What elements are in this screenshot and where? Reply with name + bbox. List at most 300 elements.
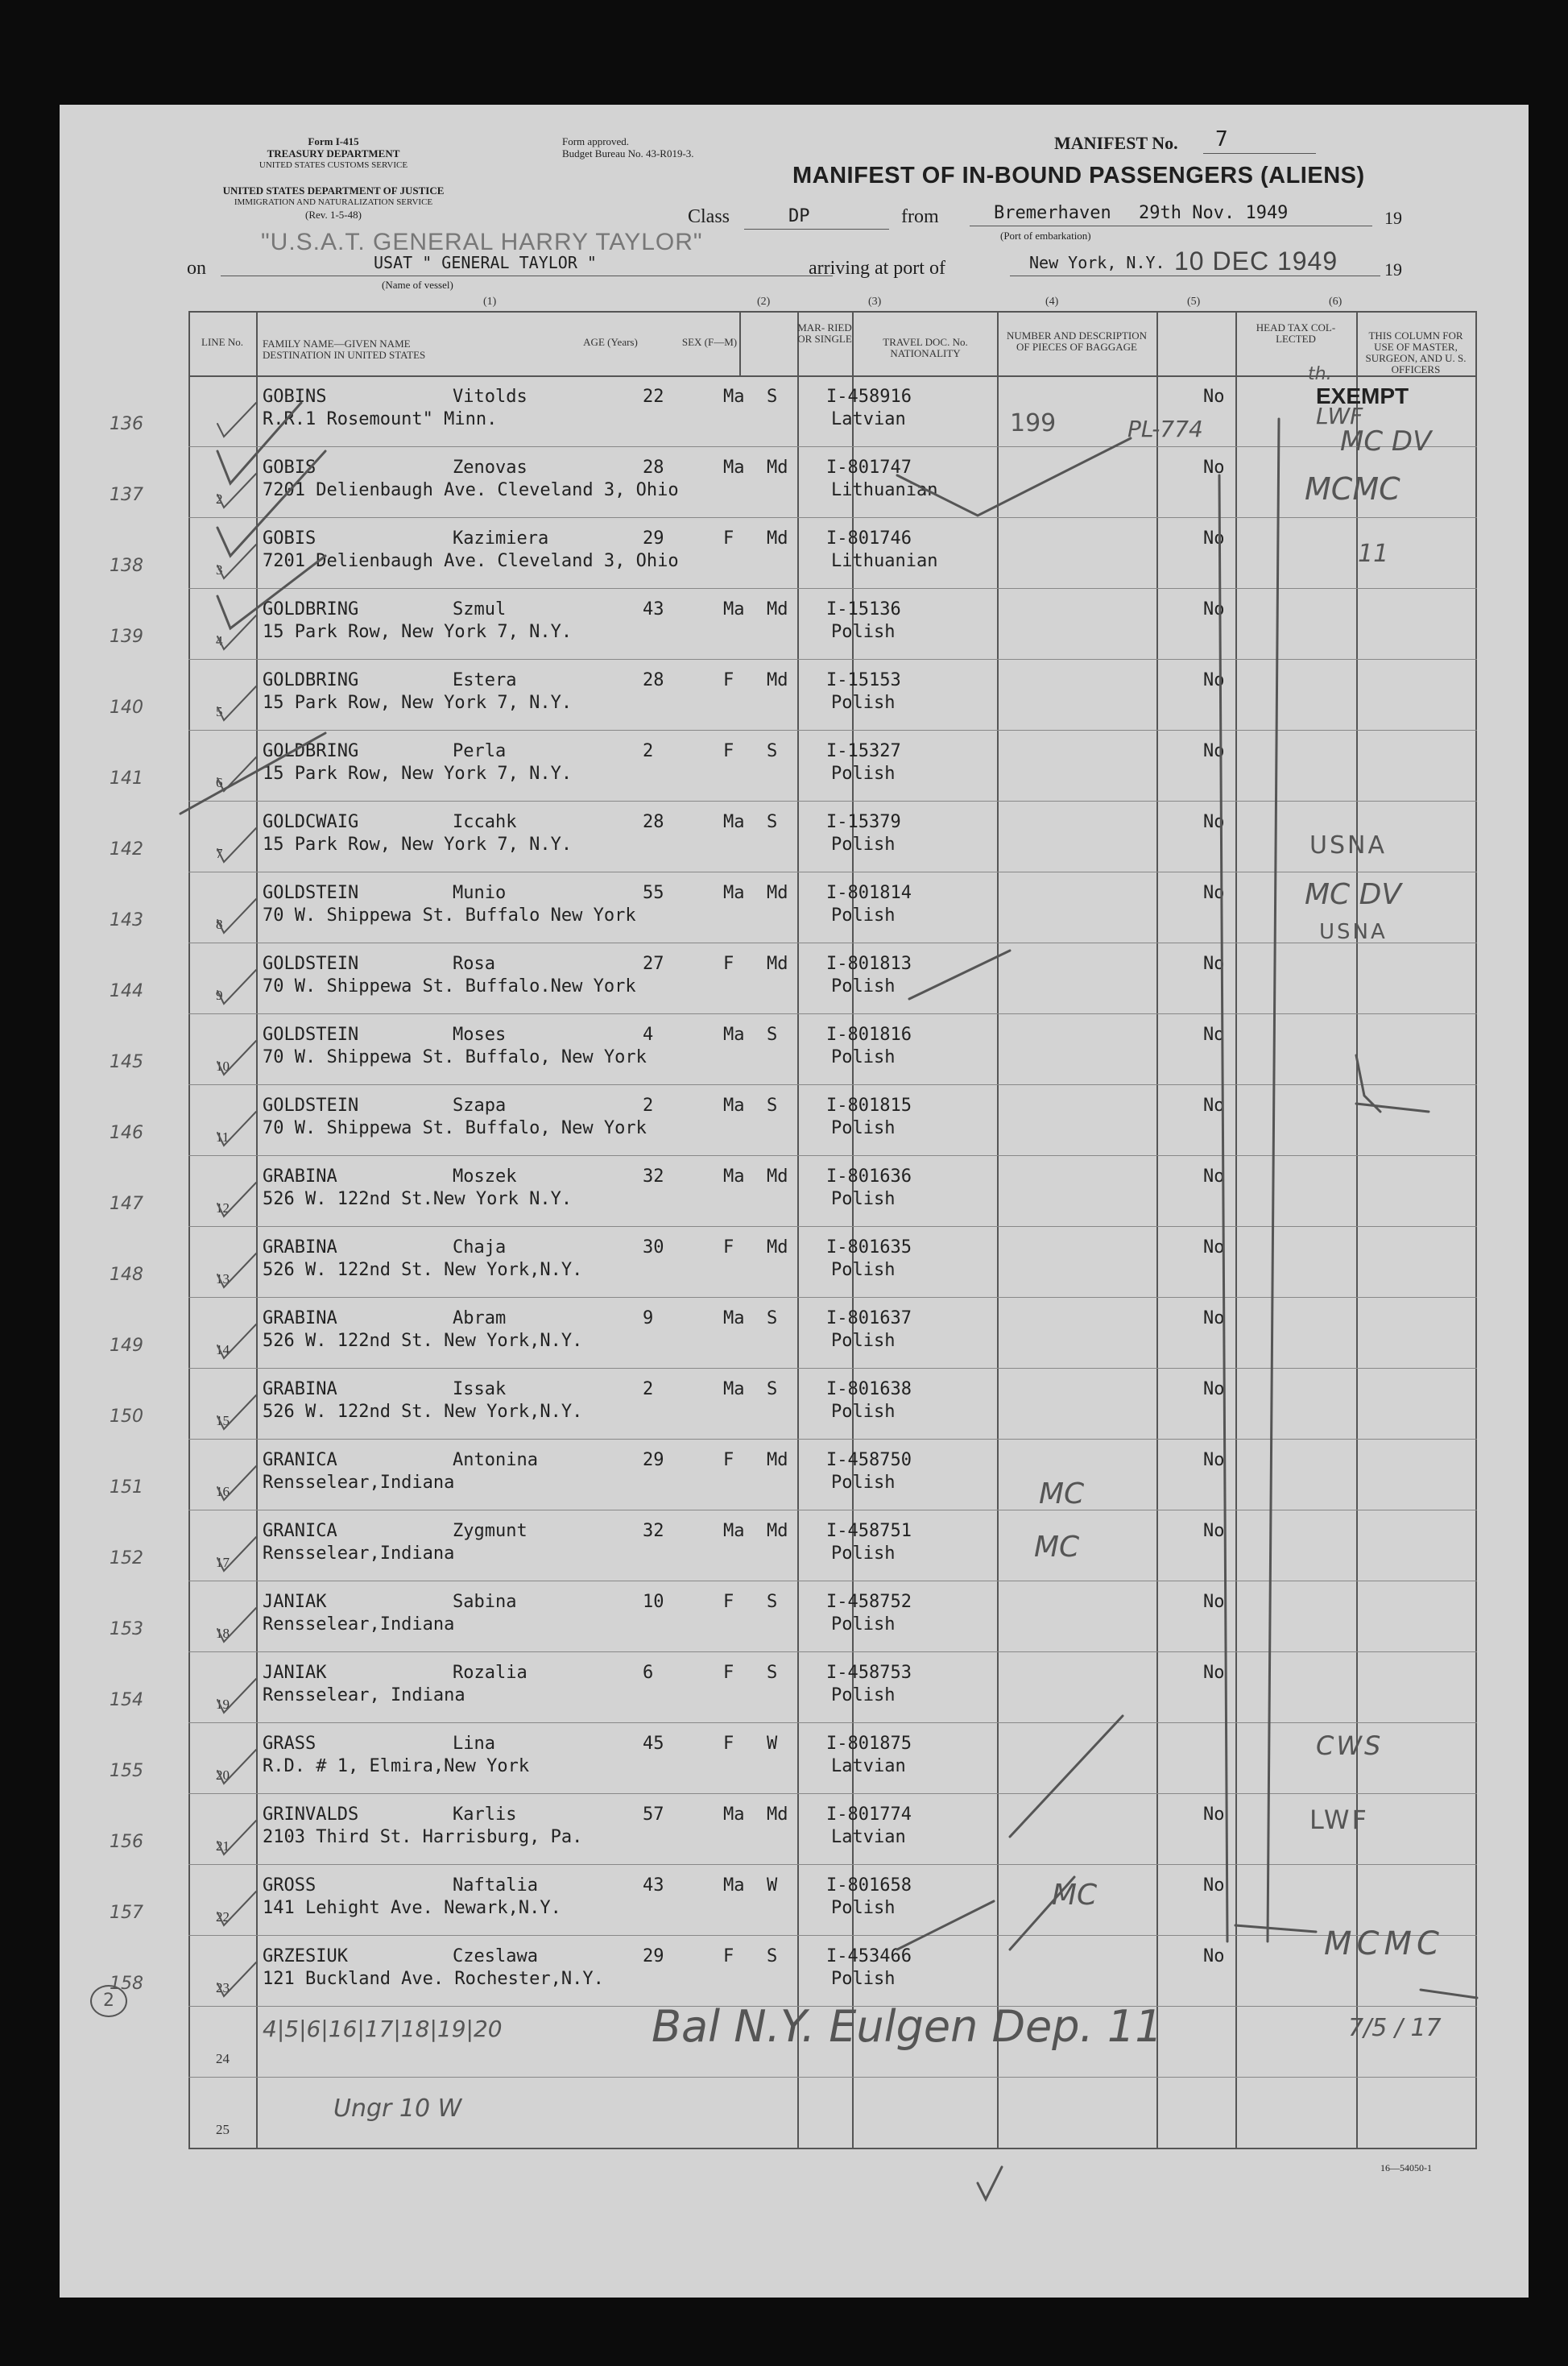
margin-number: 145 [110,1052,143,1072]
age: 32 [643,1521,664,1541]
header-baggage: NUMBER AND DESCRIPTION OF PIECES OF BAGGAGE [1006,329,1148,353]
manifest-no-value: 7 [1215,127,1228,151]
marital-status: S [767,1592,778,1612]
marital-status: Md [767,528,788,549]
family-name: GOLDSTEIN [263,883,359,903]
destination: 70 W. Shippewa St. Buffalo, New York [263,1047,647,1067]
check-mark [1010,1716,1123,1837]
baggage-stroke [897,438,1131,516]
given-name: Szapa [453,1096,507,1116]
family-name: GOBINS [263,387,327,407]
destination: 15 Park Row, New York 7, N.Y. [263,835,573,855]
travel-doc-number: I-15327 [826,741,901,761]
officer-note: LWF [1316,403,1363,429]
travel-doc-number: I-458753 [826,1663,912,1683]
line-number: 8 [216,917,223,932]
travel-doc-number: I-458751 [826,1521,912,1541]
marital-status: S [767,387,778,407]
header-officers: THIS COLUMN FOR USE OF MASTER, SURGEON, AND U. S. OFFICERS [1365,329,1467,375]
nationality: Polish [831,976,896,997]
head-tax: No [1203,1025,1225,1045]
travel-doc-number: I-801658 [826,1875,912,1896]
age: 2 [643,1096,654,1116]
destination: Rensselear, Indiana [263,1685,465,1705]
line-number: 3 [216,562,223,578]
nationality: Polish [831,1047,896,1067]
line-number: 10 [216,1059,230,1074]
header-sex: SEX (F—M) [681,336,738,348]
marital-status: Md [767,1166,788,1187]
head-tax: No [1203,1875,1225,1896]
head-tax: No [1203,458,1225,478]
head-tax: No [1203,1450,1225,1470]
form-code: 16—54050-1 [1380,2162,1432,2173]
age: 32 [643,1166,664,1187]
margin-number: 150 [110,1407,143,1427]
line-number: 5 [216,704,223,719]
family-name: GOLDSTEIN [263,954,359,974]
destination: 2103 Third St. Harrisburg, Pa. [263,1827,583,1847]
travel-doc-number: I-801813 [826,954,912,974]
travel-doc-number: I-801814 [826,883,912,903]
nationality: Latvian [831,1827,906,1847]
destination: 70 W. Shippewa St. Buffalo, New York [263,1118,647,1138]
travel-doc-number: I-801875 [826,1734,912,1754]
given-name: Munio [453,883,507,903]
destination: 15 Park Row, New York 7, N.Y. [263,764,573,784]
sex: Ma [723,458,745,478]
baggage-note: MC [1034,1531,1080,1564]
sex: F [723,1734,734,1754]
vessel-typed: USAT " GENERAL TAYLOR " [374,253,597,272]
sex: Ma [723,812,745,832]
officer-note: MCMC [1305,471,1400,507]
travel-doc-number: I-15136 [826,599,901,619]
head-tax: No [1203,599,1225,619]
given-name: Naftalia [453,1875,538,1896]
row-check-mark [217,1324,256,1358]
family-name: GRABINA [263,1308,337,1328]
justice-department: UNITED STATES DEPARTMENT OF JUSTICE [222,184,445,197]
line-number: 14 [216,1342,230,1357]
line-number: 4 [216,633,223,648]
head-tax: No [1203,1308,1225,1328]
col-number: (5) [1187,296,1201,308]
bottom-signature: Ungr 10 W [333,2095,462,2123]
nationality: Polish [831,1473,896,1493]
tax-column-stroke [1219,475,1227,1941]
family-name: GOLDSTEIN [263,1096,359,1116]
age: 29 [643,1450,664,1470]
marital-status: S [767,1025,778,1045]
given-name: Moses [453,1025,507,1045]
given-name: Karlis [453,1805,517,1825]
sex: Ma [723,1308,745,1328]
destination: 15 Park Row, New York 7, N.Y. [263,693,573,713]
line-number: 6 [216,775,223,790]
head-tax: No [1203,1592,1225,1612]
col-number: (2) [757,296,771,308]
sex: Ma [723,1875,745,1896]
form-id: Form I-415 [308,135,359,147]
destination: 526 W. 122nd St.New York N.Y. [263,1189,573,1209]
family-name: GRABINA [263,1237,337,1258]
age: 28 [643,458,664,478]
travel-doc-number: I-15153 [826,670,901,690]
nationality: Polish [831,1898,896,1918]
age: 22 [643,387,664,407]
destination: 526 W. 122nd St. New York,N.Y. [263,1331,583,1351]
header-travel-doc: TRAVEL DOC. No. NATIONALITY [883,336,968,359]
margin-number: 148 [110,1265,143,1285]
travel-doc-number: I-458916 [826,387,912,407]
line-number: 20 [216,1767,230,1783]
nationality: Lithuanian [831,551,938,571]
age: 2 [643,1379,654,1399]
head-tax: No [1203,1166,1225,1187]
nationality: Polish [831,622,896,642]
marital-status: Md [767,1521,788,1541]
nationality: Latvian [831,1756,906,1776]
age: 29 [643,528,664,549]
header-name: FAMILY NAME—GIVEN NAME DESTINATION IN UNITED STATES [263,338,426,361]
header-married: MAR- RIED OR SINGLE [797,321,852,345]
sex: F [723,1592,734,1612]
row-check-mark [217,1608,256,1642]
head-tax: No [1203,387,1225,407]
row-check-mark [217,970,256,1004]
line-number: 19 [216,1697,230,1712]
baggage-note: MC [1052,1879,1098,1912]
row-check-mark [217,1821,256,1854]
family-name: GOBIS [263,458,316,478]
margin-number: 143 [110,910,143,930]
margin-number: 138 [110,556,143,576]
officer-note: MC DV [1305,878,1401,911]
budget-bureau: Budget Bureau No. 43-R019-3. [562,147,694,160]
family-name: GOLDSTEIN [263,1025,359,1045]
marital-status: S [767,1946,778,1966]
arrival-port: New York, N.Y. [1029,253,1165,272]
manifest-title: MANIFEST OF IN-BOUND PASSENGERS (ALIENS) [792,163,1365,189]
officer-note: USNA [1319,920,1388,944]
ins-service: IMMIGRATION AND NATURALIZATION SERVICE [234,197,433,207]
form-revision: (Rev. 1-5-48) [305,209,362,221]
nationality: Lithuanian [831,480,938,500]
destination: 526 W. 122nd St. New York,N.Y. [263,1402,583,1422]
head-tax: No [1203,1805,1225,1825]
family-name: GRABINA [263,1166,337,1187]
arrival-year-suffix: 19 [1384,259,1402,280]
travel-doc-number: I-801637 [826,1308,912,1328]
nationality: Latvian [831,409,906,429]
officer-stroke [1421,1990,1477,1998]
line-number: 12 [216,1200,230,1216]
head-tax: No [1203,954,1225,974]
age: 43 [643,1875,664,1896]
nationality: Polish [831,835,896,855]
on-label: on [187,258,206,279]
head-tax: No [1203,812,1225,832]
sex: Ma [723,1025,745,1045]
officer-note: th. [1308,364,1332,384]
check-mark [180,733,325,814]
sex: Ma [723,387,745,407]
row-check-mark [217,474,256,508]
officer-note: LWF [1309,1805,1369,1835]
margin-number: 140 [110,698,143,718]
given-name: Issak [453,1379,507,1399]
age: 43 [643,599,664,619]
tax-stroke [1235,1925,1316,1932]
row-check-mark [217,615,256,649]
nationality: Polish [831,1260,896,1280]
age: 57 [643,1805,664,1825]
marital-status: Md [767,1237,788,1258]
nationality: Polish [831,693,896,713]
line-number: 15 [216,1413,230,1428]
nationality: Polish [831,1331,896,1351]
baggage-note: 199 [1010,409,1057,437]
given-name: Moszek [453,1166,517,1187]
given-name: Antonina [453,1450,538,1470]
head-tax: No [1203,1946,1225,1966]
marital-status: S [767,741,778,761]
nationality: Polish [831,1543,896,1564]
margin-number: 136 [110,414,143,434]
given-name: Vitolds [453,387,527,407]
marital-status: Md [767,670,788,690]
travel-doc-number: I-801747 [826,458,912,478]
sex: F [723,1450,734,1470]
row-check-mark [217,1962,256,1996]
margin-number: 139 [110,627,143,647]
nationality: Polish [831,1685,896,1705]
head-tax: No [1203,1379,1225,1399]
row-check-mark [217,1466,256,1500]
age: 45 [643,1734,664,1754]
class-value: DP [788,206,810,226]
arrival-date-stamp: 10 DEC 1949 [1174,247,1338,276]
margin-number: 158 [110,1974,143,1994]
line-number: 7 [216,846,223,861]
given-name: Lina [453,1734,495,1754]
marital-status: S [767,1308,778,1328]
destination: 7201 Delienbaugh Ave. Cleveland 3, Ohio [263,480,679,500]
family-name: GOLDBRING [263,741,359,761]
marital-status: Md [767,1450,788,1470]
officer-note: MCMC [1324,1925,1444,1962]
given-name: Sabina [453,1592,517,1612]
age: 29 [643,1946,664,1966]
nationality: Polish [831,1189,896,1209]
destination: 70 W. Shippewa St. Buffalo New York [263,905,636,926]
officer-note: USNA [1309,831,1387,860]
given-name: Zygmunt [453,1521,527,1541]
margin-number: 146 [110,1123,143,1143]
departure-date: 29th Nov. 1949 [1139,203,1289,223]
marital-status: S [767,1663,778,1683]
destination: Rensselear,Indiana [263,1543,455,1564]
destination: R.R.1 Rosemount" Minn. [263,409,498,429]
row-check-mark [217,1253,256,1287]
arriving-label: arriving at port of [809,258,945,279]
officer-note: 11 [1358,540,1389,568]
given-name: Czeslawa [453,1946,538,1966]
age: 9 [643,1308,654,1328]
family-name: GRINVALDS [263,1805,359,1825]
head-tax: No [1203,528,1225,549]
line-number: 13 [216,1271,230,1287]
sex: Ma [723,1805,745,1825]
family-name: GRANICA [263,1450,337,1470]
customs-service: UNITED STATES CUSTOMS SERVICE [259,160,408,170]
exempt-stamp: EXEMPT [1316,383,1409,408]
head-tax: No [1203,670,1225,690]
footer-scrawl: Bal N.Y. Eulgen Dep. 11 [652,2001,1163,2052]
travel-doc-number: I-801746 [826,528,912,549]
manifest-sheet [60,105,1529,2298]
family-name: GRASS [263,1734,316,1754]
check-mark [909,951,1010,999]
age: 55 [643,883,664,903]
age: 10 [643,1592,664,1612]
row-check-mark [217,899,256,933]
given-name: Chaja [453,1237,507,1258]
marital-status: W [767,1734,778,1754]
age: 6 [643,1663,654,1683]
col-number: (4) [1045,296,1059,308]
given-name: Rozalia [453,1663,527,1683]
check-mark [897,1901,994,1950]
travel-doc-number: I-458750 [826,1450,912,1470]
marital-status: Md [767,458,788,478]
class-label: Class [688,206,730,227]
marital-status: Md [767,599,788,619]
family-name: GOLDCWAIG [263,812,359,832]
marital-status: Md [767,1805,788,1825]
given-name: Szmul [453,599,507,619]
given-name: Rosa [453,954,495,974]
family-name: GRABINA [263,1379,337,1399]
line-number: 18 [216,1626,230,1641]
head-tax: No [1203,1663,1225,1683]
officer-bracket [1356,1104,1429,1112]
line-number: 22 [216,1909,230,1925]
check-mark [217,403,301,483]
margin-number: 151 [110,1477,143,1498]
margin-number: 147 [110,1194,143,1214]
circled-page-number: 2 [90,1985,127,2017]
baggage-note: MC [1039,1477,1085,1510]
margin-number: 141 [110,769,143,789]
from-value: Bremerhaven [994,203,1111,223]
age: 27 [643,954,664,974]
header-line-no: LINE No. [201,336,243,348]
manifest-no-label: MANIFEST No. [1054,133,1178,153]
margin-number: 155 [110,1761,143,1781]
sex: F [723,954,734,974]
head-tax: No [1203,1521,1225,1541]
header-age: AGE (Years) [583,336,638,348]
sex: Ma [723,1096,745,1116]
row-check-mark [217,1183,256,1216]
margin-number: 154 [110,1690,143,1710]
line-number: 2 [216,491,223,507]
line-number: 24 [216,2051,230,2066]
row-check-mark [217,1750,256,1784]
marital-status: Md [767,883,788,903]
age: 4 [643,1025,654,1045]
head-tax: No [1203,1096,1225,1116]
col-number: (3) [868,296,882,308]
travel-doc-number: I-801635 [826,1237,912,1258]
travel-doc-number: I-801816 [826,1025,912,1045]
sex: F [723,741,734,761]
sex: F [723,528,734,549]
given-name: Perla [453,741,507,761]
age: 30 [643,1237,664,1258]
marital-status: Md [767,954,788,974]
margin-number: 137 [110,485,143,505]
head-tax: No [1203,883,1225,903]
destination: 141 Lehight Ave. Newark,N.Y. [263,1898,561,1918]
given-name: Zenovas [453,458,527,478]
sex: Ma [723,599,745,619]
tax-column-stroke [1268,419,1279,1941]
nationality: Polish [831,1402,896,1422]
age: 2 [643,741,654,761]
from-label: from [901,206,939,227]
line-number: 16 [216,1484,230,1499]
sex: F [723,1237,734,1258]
margin-number: 149 [110,1336,143,1356]
col-number: (1) [483,296,497,308]
sex: F [723,670,734,690]
line-number: 21 [216,1838,230,1854]
travel-doc-number: I-801774 [826,1805,912,1825]
margin-number: 157 [110,1903,143,1923]
sex: F [723,1946,734,1966]
family-name: JANIAK [263,1663,327,1683]
sex: Ma [723,883,745,903]
line-number: 23 [216,1980,230,1995]
marital-status: S [767,1379,778,1399]
destination: 70 W. Shippewa St. Buffalo.New York [263,976,636,997]
sex: F [723,1663,734,1683]
given-name: Abram [453,1308,507,1328]
row-check-mark [217,1395,256,1429]
travel-doc-number: I-801638 [826,1379,912,1399]
nationality: Polish [831,905,896,926]
marital-status: W [767,1875,778,1896]
port-embarkation-caption: (Port of embarkation) [1000,230,1091,242]
destination: Rensselear,Indiana [263,1473,455,1493]
line-number: 9 [216,988,223,1003]
family-name: JANIAK [263,1592,327,1612]
officer-note: CWS [1316,1730,1384,1761]
footer-fraction: 7/5 / 17 [1348,2014,1442,2042]
sex: Ma [723,1379,745,1399]
vessel-stamp: "U.S.A.T. GENERAL HARRY TAYLOR" [261,229,703,255]
margin-number: 144 [110,981,143,1001]
head-tax: No [1203,1237,1225,1258]
destination: 15 Park Row, New York 7, N.Y. [263,622,573,642]
check-mark [217,451,325,556]
destination: R.D. # 1, Elmira,New York [263,1756,530,1776]
row-check-mark [217,828,256,862]
nationality: Polish [831,1118,896,1138]
